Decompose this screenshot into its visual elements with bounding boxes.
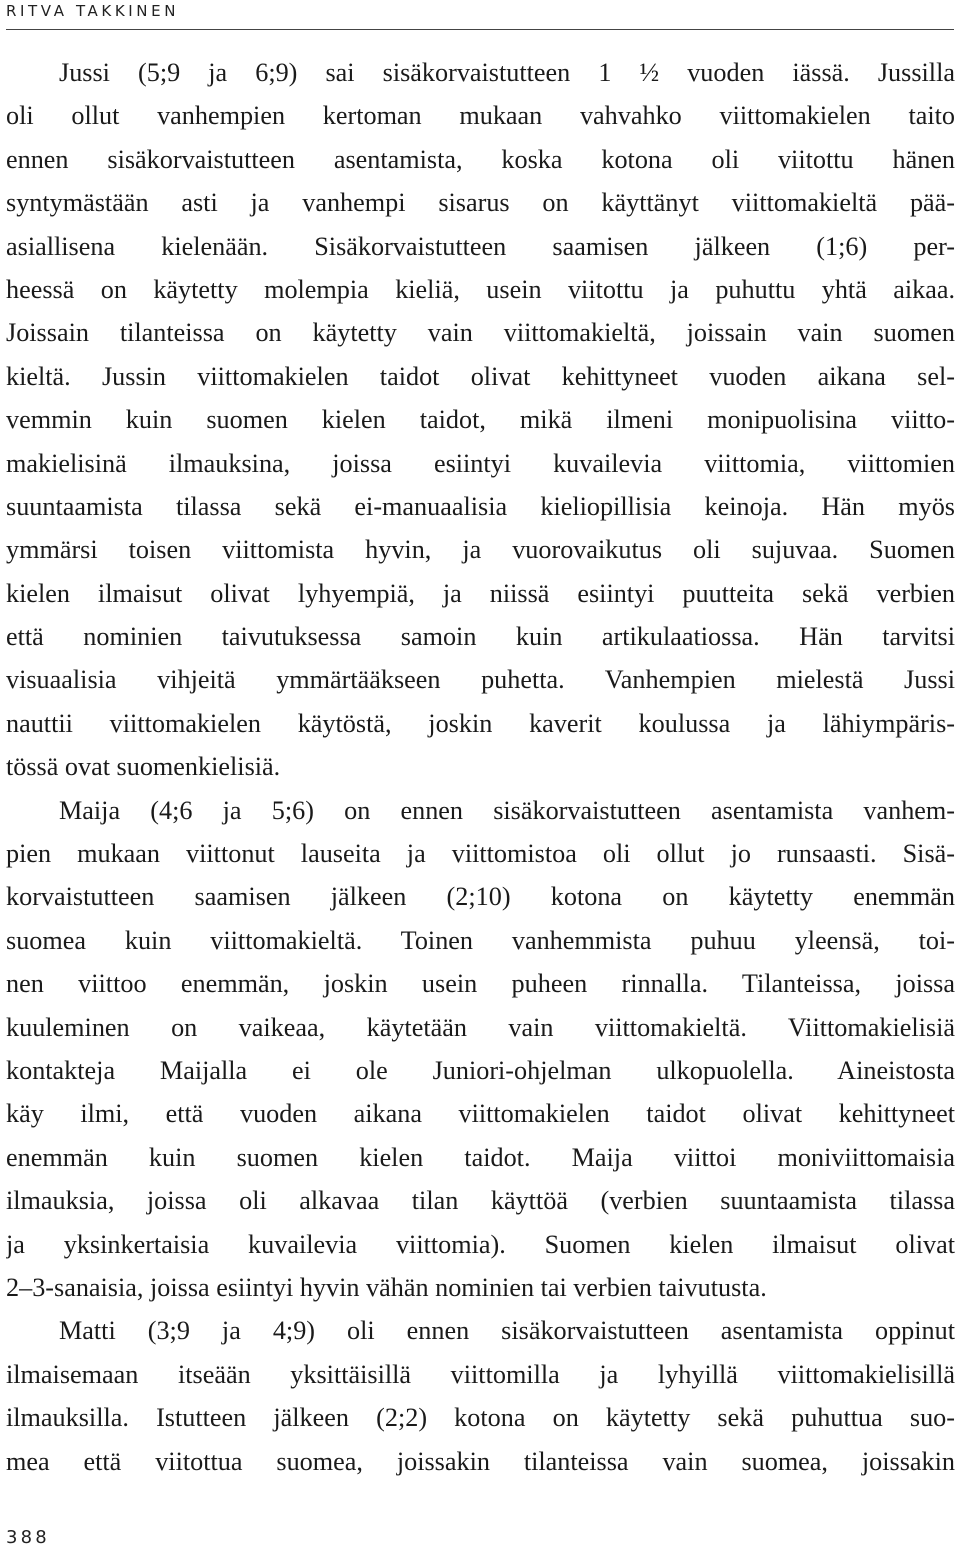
text-line: Matti (3;9 ja 4;9) oli ennen sisäkorvaistutteen asentamista oppinut <box>59 1316 955 1346</box>
text-line: korvaistutteen saamisen jälkeen (2;10) kotona on käytetty enemmän <box>6 882 955 912</box>
text-line: Joissain tilanteissa on käytetty vain viittomakieltä, joissain vain suomen <box>6 318 955 348</box>
text-line: heessä on käytetty molempia kieliä, usein viitottu ja puhuttu yhtä aikaa. <box>6 274 955 304</box>
text-line: ja yksinkertaisia kuvailevia viittomia). Suomen kielen ilmaisut olivat <box>6 1229 955 1259</box>
text-line: visuaalisia vihjeitä ymmärtääkseen puhetta. Vanhempien mielestä Jussi <box>6 665 955 695</box>
text-line: käy ilmi, että vuoden aikana viittomakielen taidot olivat kehittyneet <box>6 1099 955 1129</box>
text-line: ilmauksia, joissa oli alkavaa tilan käyttöä (verbien suuntaamista tilassa <box>6 1186 955 1216</box>
body-text <box>6 51 955 1483</box>
text-line: nen viittoo enemmän, joskin usein puheen rinnalla. Tilanteissa, joissa <box>6 969 955 999</box>
text-line: suuntaamista tilassa sekä ei-manuaalisia kieliopillisia keinoja. Hän myös <box>6 491 955 521</box>
text-line: 2–3-sanaisia, joissa esiintyi hyvin vähän nominien tai verbien taivutusta. <box>6 1272 767 1302</box>
text-line: kontakteja Maijalla ei ole Juniori-ohjelman ulkopuolella. Aineistosta <box>6 1055 955 1085</box>
text-line: enemmän kuin suomen kielen taidot. Maija viittoi moniviittomaisia <box>6 1142 955 1172</box>
text-line: nauttii viittomakielen käytöstä, joskin kaverit koulussa ja lähiympäris- <box>6 708 955 738</box>
text-line: Maija (4;6 ja 5;6) on ennen sisäkorvaistutteen asentamista vanhem- <box>59 795 955 825</box>
text-line: ilmaisemaan itseään yksittäisillä viittomilla ja lyhyillä viittomakielisillä <box>6 1359 955 1389</box>
text-line: että nominien taivutuksessa samoin kuin artikulaatiossa. Hän tarvitsi <box>6 622 955 652</box>
text-line: ymmärsi toisen viittomista hyvin, ja vuorovaikutus oli sujuvaa. Suomen <box>6 535 955 565</box>
text-line: makielisinä ilmauksina, joissa esiintyi kuvailevia viittomia, viittomien <box>6 448 955 478</box>
text-line: mea että viitottua suomea, joissakin tilanteissa vain suomea, joissakin <box>6 1446 955 1476</box>
text-line: kuuleminen on vaikeaa, käytetään vain viittomakieltä. Viittomakielisiä <box>6 1012 955 1042</box>
text-line: tössä ovat suomenkielisiä. <box>6 752 281 782</box>
text-line: oli ollut vanhempien kertoman mukaan vahvahko viittomakielen taito <box>6 101 955 131</box>
running-head: RITVA TAKKINEN <box>6 2 180 20</box>
text-line: kieltä. Jussin viittomakielen taidot olivat kehittyneet vuoden aikana sel- <box>6 361 955 391</box>
text-line: suomea kuin viittomakieltä. Toinen vanhemmista puhuu yleensä, toi- <box>6 925 955 955</box>
text-line: ilmauksilla. Istutteen jälkeen (2;2) kotona on käytetty sekä puhuttua suo- <box>6 1403 955 1433</box>
text-line: asiallisena kielenään. Sisäkorvaistutteen saamisen jälkeen (1;6) per- <box>6 231 955 261</box>
text-line: pien mukaan viittonut lauseita ja viittomistoa oli ollut jo runsaasti. Sisä- <box>6 839 955 869</box>
header-rule <box>6 29 954 30</box>
text-line: vemmin kuin suomen kielen taidot, mikä ilmeni monipuolisina viitto- <box>6 405 955 435</box>
text-line: ennen sisäkorvaistutteen asentamista, koska kotona oli viitottu hänen <box>6 144 955 174</box>
page-number: 388 <box>6 1527 50 1548</box>
text-line: Jussi (5;9 ja 6;9) sai sisäkorvaistutteen 1 ½ vuoden iässä. Jussilla <box>59 58 955 87</box>
text-line: kielen ilmaisut olivat lyhyempiä, ja niissä esiintyi puutteita sekä verbien <box>6 578 955 608</box>
text-line: syntymästään asti ja vanhempi sisarus on käyttänyt viittomakieltä pää- <box>6 188 955 218</box>
